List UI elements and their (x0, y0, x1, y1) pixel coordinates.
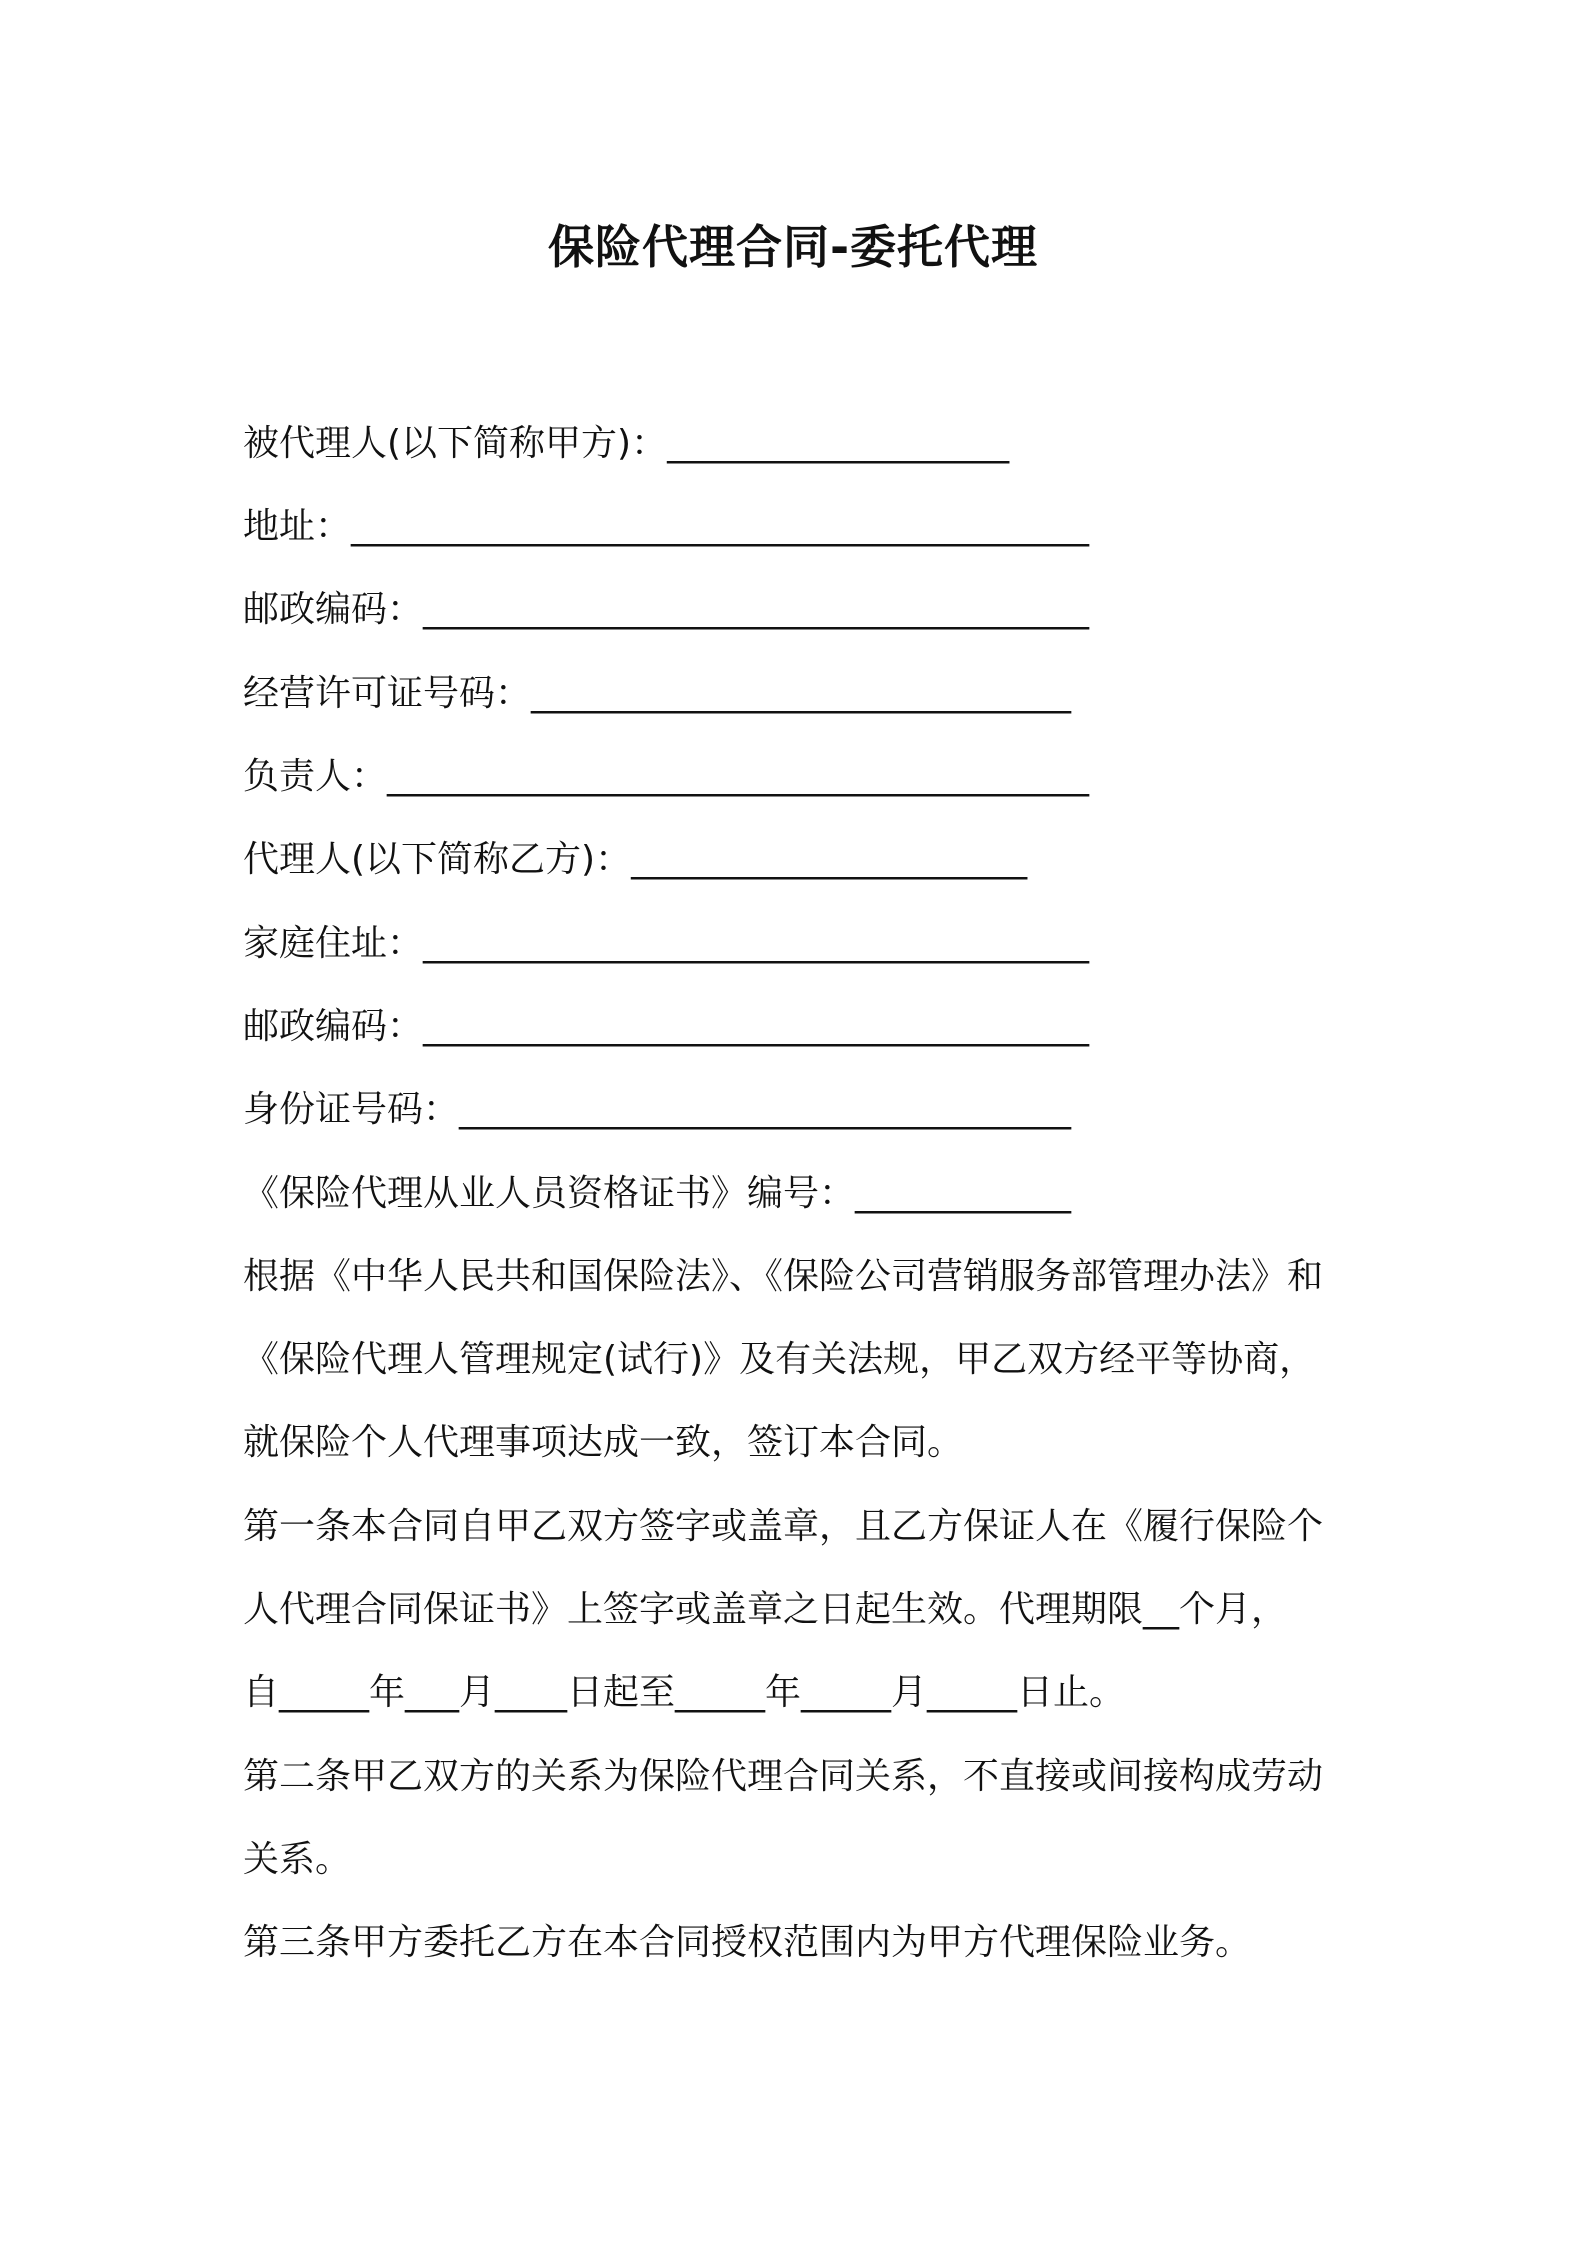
article-3-line-1: 第三条甲方委托乙方在本合同授权范围内为甲方代理保险业务。 (243, 1922, 1252, 1963)
field-postcode-a: 邮政编码：_____________________________________ (243, 589, 1090, 630)
preamble-line-3: 就保险个人代理事项达成一致，签订本合同。 (243, 1422, 964, 1463)
article-2-line-1: 第二条甲乙双方的关系为保险代理合同关系，不直接或间接构成劳动 (243, 1756, 1324, 1797)
field-id-number: 身份证号码：__________________________________ (243, 1089, 1072, 1130)
field-person-in-charge: 负责人：_______________________________________ (243, 756, 1090, 797)
article-2-line-2: 关系。 (243, 1839, 352, 1880)
article-1-line-2: 人代理合同保证书》上签字或盖章之日起生效。代理期限__个月， (243, 1589, 1288, 1630)
field-address: 地址：_________________________________________ (243, 506, 1090, 547)
article-1-line-3: 自_____年___月____日起至_____年_____月_____日止。 (243, 1672, 1126, 1713)
field-license-number: 经营许可证号码：______________________________ (243, 673, 1072, 714)
preamble-line-2: 《保险代理人管理规定(试行)》及有关法规，甲乙双方经平等协商， (243, 1339, 1316, 1380)
field-home-address: 家庭住址：_____________________________________ (243, 923, 1090, 964)
field-agent: 代理人(以下简称乙方)：______________________ (243, 839, 1028, 880)
field-principal: 被代理人(以下简称甲方)：___________________ (243, 423, 1010, 464)
field-certificate-number: 《保险代理从业人员资格证书》编号：____________ (243, 1173, 1072, 1214)
field-postcode-b: 邮政编码：_____________________________________ (243, 1006, 1090, 1047)
document-title: 保险代理合同-委托代理 (547, 220, 1039, 274)
article-1-line-1: 第一条本合同自甲乙双方签字或盖章，且乙方保证人在《履行保险个 (243, 1506, 1324, 1547)
preamble-line-1: 根据《中华人民共和国保险法》、《保险公司营销服务部管理办法》和 (243, 1256, 1324, 1297)
